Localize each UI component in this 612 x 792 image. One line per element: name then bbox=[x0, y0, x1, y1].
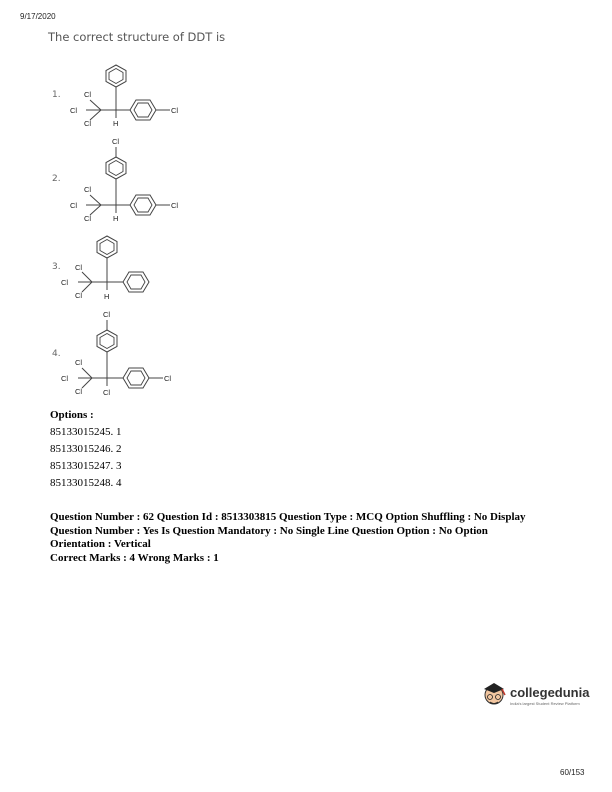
label-cl: Cl bbox=[103, 310, 111, 319]
label-cl: Cl bbox=[70, 106, 78, 115]
option-item-1: 85133015245. 1 bbox=[50, 426, 122, 438]
label-cl: Cl bbox=[171, 106, 179, 115]
options-list bbox=[50, 407, 122, 492]
label-cl: Cl bbox=[84, 185, 92, 194]
label-cl: Cl bbox=[61, 374, 69, 383]
option-item-2: 85133015246. 2 bbox=[50, 443, 122, 455]
label-cl: Cl bbox=[75, 358, 83, 367]
logo-wordmark: collegedunia bbox=[510, 685, 590, 700]
structure-number-1: 1. bbox=[52, 90, 61, 100]
meta-line-1: Question Number : 62 Question Id : 8513303815 Question Type : MCQ Option Shuffling : No Display bbox=[50, 511, 526, 523]
option-item-3: 85133015247. 3 bbox=[50, 460, 122, 472]
meta-line-2: Question Number : Yes Is Question Mandatory : No Single Line Question Option : No Option bbox=[50, 524, 488, 537]
page-number: 60/153 bbox=[560, 768, 585, 777]
meta-line-3: Orientation : Vertical bbox=[50, 538, 151, 550]
options-heading: Options : bbox=[50, 409, 94, 421]
label-h: H bbox=[113, 119, 119, 128]
print-date: 9/17/2020 bbox=[20, 12, 56, 21]
structure-4-diagram bbox=[55, 308, 195, 403]
label-cl: Cl bbox=[75, 263, 83, 272]
label-cl: Cl bbox=[164, 374, 172, 383]
label-h: H bbox=[104, 292, 110, 301]
collegedunia-logo bbox=[480, 681, 590, 711]
label-cl: Cl bbox=[171, 201, 179, 210]
structure-3-diagram bbox=[55, 230, 195, 310]
option-item-4: 85133015248. 4 bbox=[50, 477, 122, 489]
question-text: The correct structure of DDT is bbox=[48, 30, 226, 44]
structure-number-4: 4. bbox=[52, 349, 61, 359]
label-cl: Cl bbox=[112, 137, 120, 146]
structure-number-2: 2. bbox=[52, 174, 61, 184]
logo-tagline: India's largest Student Review Platform bbox=[510, 701, 580, 706]
structure-1-diagram bbox=[60, 60, 200, 135]
meta-line-4: Correct Marks : 4 Wrong Marks : 1 bbox=[50, 551, 219, 564]
mascot-icon bbox=[480, 681, 508, 711]
label-cl: Cl bbox=[84, 90, 92, 99]
label-cl: Cl bbox=[84, 119, 92, 128]
label-cl: Cl bbox=[84, 214, 92, 223]
structure-number-3: 3. bbox=[52, 262, 61, 272]
structure-2-diagram bbox=[60, 135, 200, 230]
label-cl: Cl bbox=[70, 201, 78, 210]
label-cl: Cl bbox=[103, 388, 111, 397]
label-cl: Cl bbox=[75, 291, 83, 300]
label-h: H bbox=[113, 214, 119, 223]
label-cl: Cl bbox=[75, 387, 83, 396]
question-meta bbox=[50, 511, 580, 565]
label-cl: Cl bbox=[61, 278, 69, 287]
